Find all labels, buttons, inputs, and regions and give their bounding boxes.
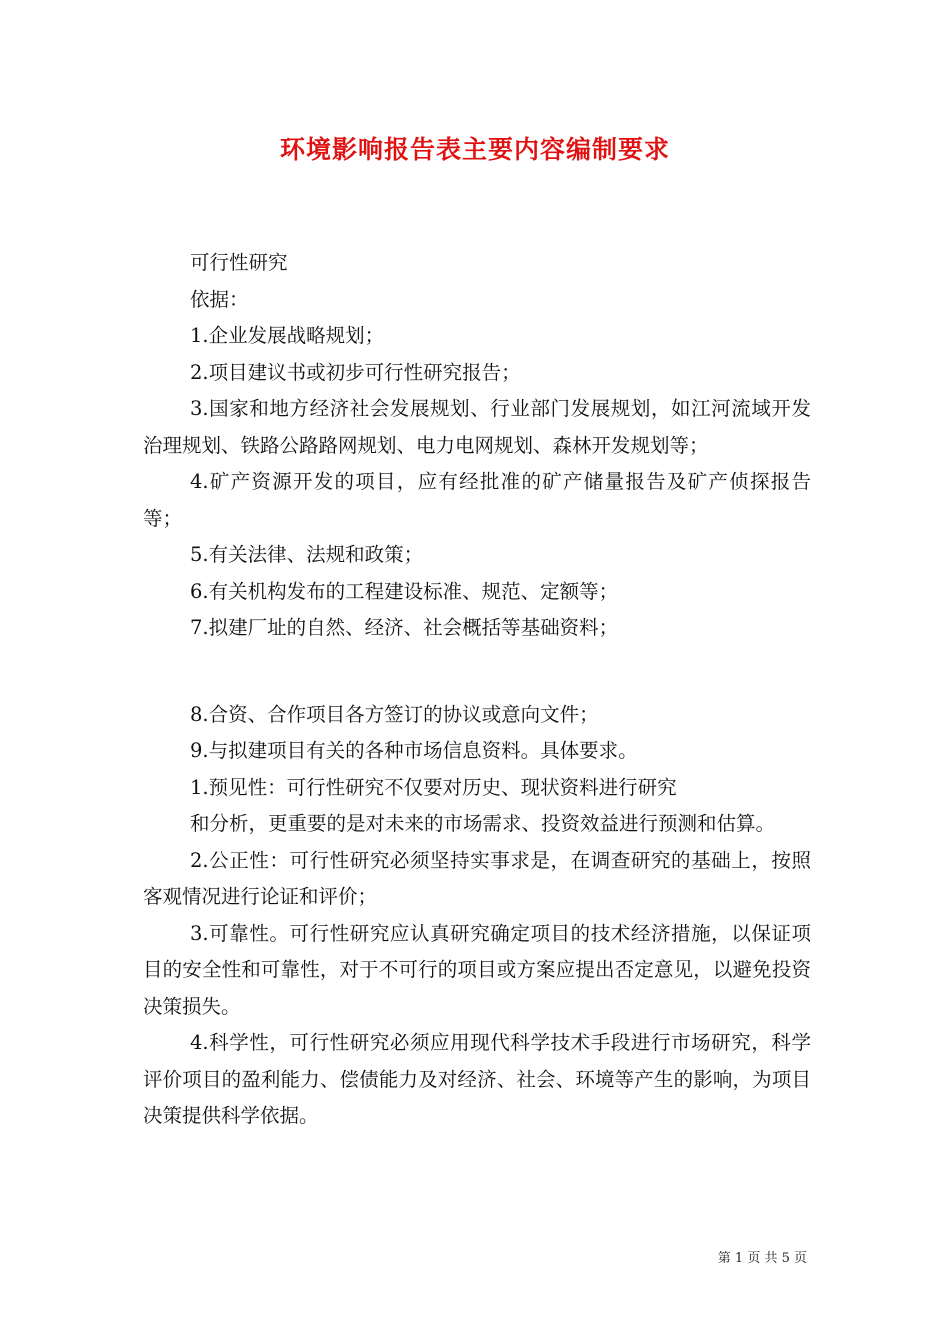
paragraph: 3.可靠性。可行性研究应认真研究确定项目的技术经济措施，以保证项目的安全性和可靠性，对于不可行的项目或方案应提出否定意见，以避免投资决策损失。	[143, 921, 811, 1018]
paragraph: 9.与拟建项目有关的各种市场信息资料。具体要求。	[190, 739, 638, 762]
paragraph-spacer	[143, 647, 811, 697]
paragraph: 4.矿产资源开发的项目，应有经批准的矿产储量报告及矿产侦探报告等；	[143, 470, 811, 530]
page-title: 环境影响报告表主要内容编制要求	[279, 135, 670, 164]
paragraph: 5.有关法律、法规和政策；	[190, 543, 424, 566]
paragraph: 1.企业发展战略规划；	[190, 324, 385, 347]
paragraph: 2.项目建议书或初步可行性研究报告；	[190, 360, 521, 384]
paragraph: 3.国家和地方经济社会发展规划、行业部门发展规划，如江河流域开发治理规划、铁路公路路网规划、电力电网规划、森林开发规划等；	[143, 397, 811, 457]
paragraph: 和分析，更重要的是对未来的市场需求、投资效益进行预测和估算。	[190, 812, 776, 835]
document-body	[143, 245, 811, 1135]
paragraph: 4.科学性，可行性研究必须应用现代科学技术手段进行市场研究，科学评价项目的盈利能力、偿债能力及对经济、社会、环境等产生的影响，为项目决策提供科学依据。	[143, 1031, 811, 1127]
paragraph: 8.合资、合作项目各方签订的协议或意向文件；	[190, 702, 599, 726]
paragraph: 可行性研究	[190, 251, 288, 274]
paragraph: 7.拟建厂址的自然、经济、社会概括等基础资料；	[190, 616, 619, 639]
page-number: 第 1 页 共 5 页	[717, 1251, 807, 1266]
paragraph: 1.预见性：可行性研究不仅要对历史、现状资料进行研究	[190, 775, 677, 799]
paragraph: 6.有关机构发布的工程建设标准、规范、定额等；	[190, 579, 619, 603]
paragraph: 2.公正性：可行性研究必须坚持实事求是，在调查研究的基础上，按照客观情况进行论证和评价；	[143, 848, 811, 908]
paragraph: 依据：	[190, 287, 249, 311]
